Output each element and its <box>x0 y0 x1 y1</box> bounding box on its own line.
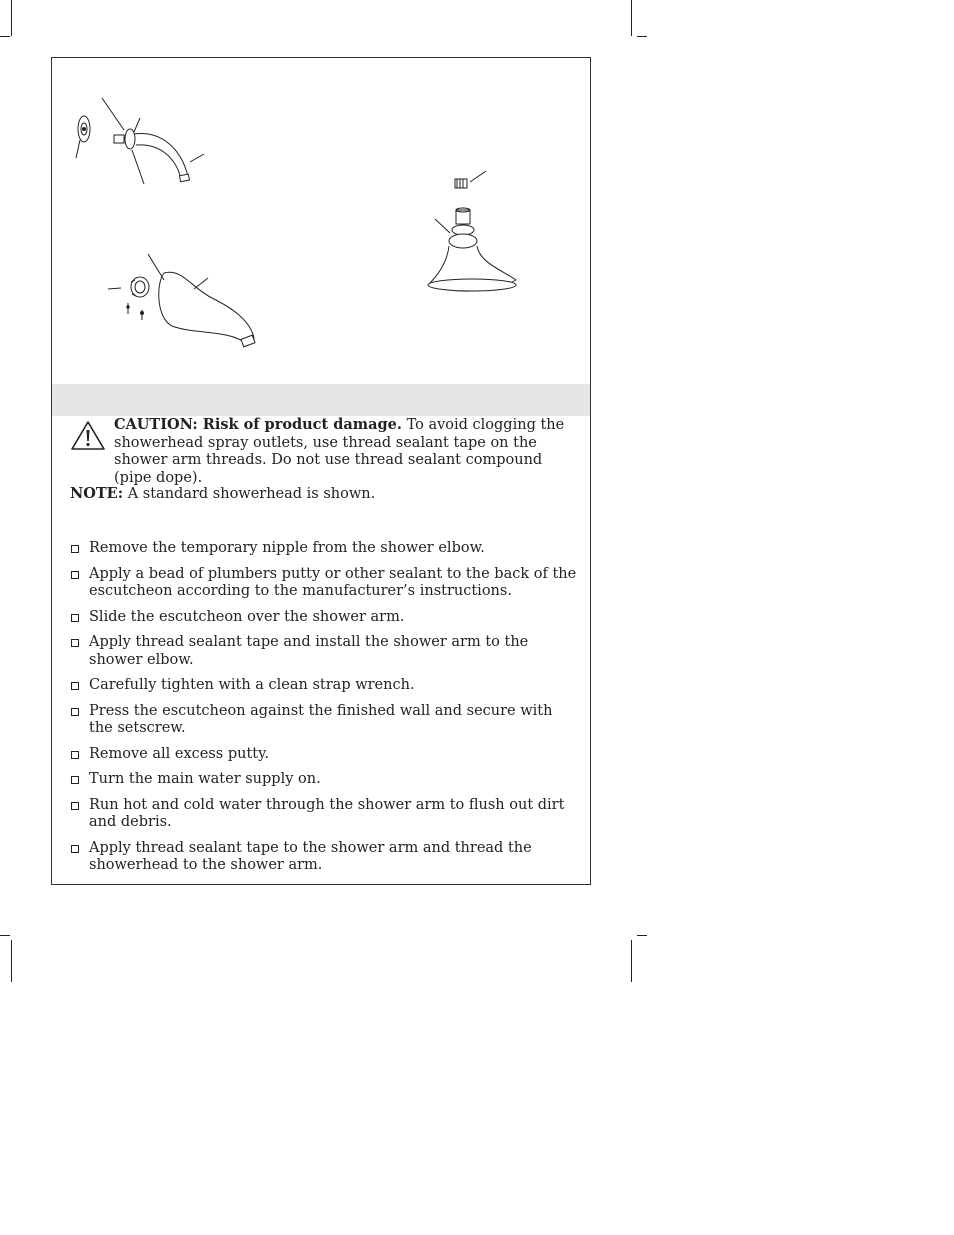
checkbox-square-icon <box>71 571 79 579</box>
escutcheon-drawing <box>76 98 124 158</box>
step-text: Apply thread sealant tape to the shower arm and thread the showerhead to the shower arm. <box>89 839 532 873</box>
crop-mark <box>637 36 647 37</box>
checkbox-square-icon <box>71 639 79 647</box>
crop-mark <box>0 935 10 936</box>
step-text: Remove the temporary nipple from the shower elbow. <box>89 540 485 556</box>
caution-title: CAUTION: Risk of product damage. <box>114 416 402 433</box>
step-text: Slide the escutcheon over the shower arm. <box>89 608 405 625</box>
checkbox-square-icon <box>71 682 79 690</box>
showerhead-drawing <box>428 208 516 291</box>
checkbox-square-icon <box>71 776 79 784</box>
step-text: Turn the main water supply on. <box>89 771 321 787</box>
step-text: Press the escutcheon against the finished wall and secure with the setscrew. <box>89 702 553 736</box>
step-text: Remove all excess putty. <box>89 745 269 762</box>
step-list <box>70 540 580 883</box>
caution-body: To avoid clogging the showerhead spray outlets, use thread sealant tape on the shower arm threads. Do not use thread sealant compound (pipe dope). <box>114 417 565 486</box>
tub-spout-drawing <box>108 254 255 347</box>
step-text: Apply a bead of plumbers putty or other sealant to the back of the escutcheon according to the manufacturer’s instructions. <box>89 565 577 599</box>
list-item <box>70 771 580 789</box>
list-item <box>70 703 580 738</box>
crop-mark <box>637 935 647 936</box>
checkbox-square-icon <box>71 545 79 553</box>
installation-illustration <box>52 58 592 384</box>
shower-arm-drawing <box>114 118 204 184</box>
caution-text <box>114 416 584 487</box>
note-paragraph <box>70 485 570 504</box>
crop-mark <box>631 0 632 36</box>
list-item <box>70 746 580 764</box>
list-item <box>70 677 580 695</box>
checkbox-square-icon <box>71 751 79 759</box>
temporary-nipple-drawing <box>455 171 486 188</box>
checkbox-square-icon <box>71 802 79 810</box>
step-text: Carefully tighten with a clean strap wrench. <box>89 677 415 693</box>
checkbox-square-icon <box>71 614 79 622</box>
checkbox-square-icon <box>71 845 79 853</box>
list-item <box>70 797 580 832</box>
note-text: A standard showerhead is shown. <box>127 486 376 502</box>
step-text: Apply thread sealant tape and install the shower arm to the shower elbow. <box>89 634 529 668</box>
crop-mark <box>0 36 10 37</box>
crop-mark <box>11 0 12 36</box>
list-item <box>70 634 580 669</box>
instruction-panel <box>51 57 591 885</box>
list-item <box>70 540 580 558</box>
note-label: NOTE: <box>70 485 124 502</box>
checkbox-square-icon <box>71 708 79 716</box>
crop-mark <box>11 940 12 982</box>
step-text: Run hot and cold water through the shower arm to flush out dirt and debris. <box>89 796 565 830</box>
warning-triangle-icon <box>70 420 106 452</box>
crop-mark <box>631 940 632 982</box>
list-item <box>70 840 580 875</box>
list-item <box>70 609 580 627</box>
list-item <box>70 566 580 601</box>
section-band <box>52 384 590 416</box>
